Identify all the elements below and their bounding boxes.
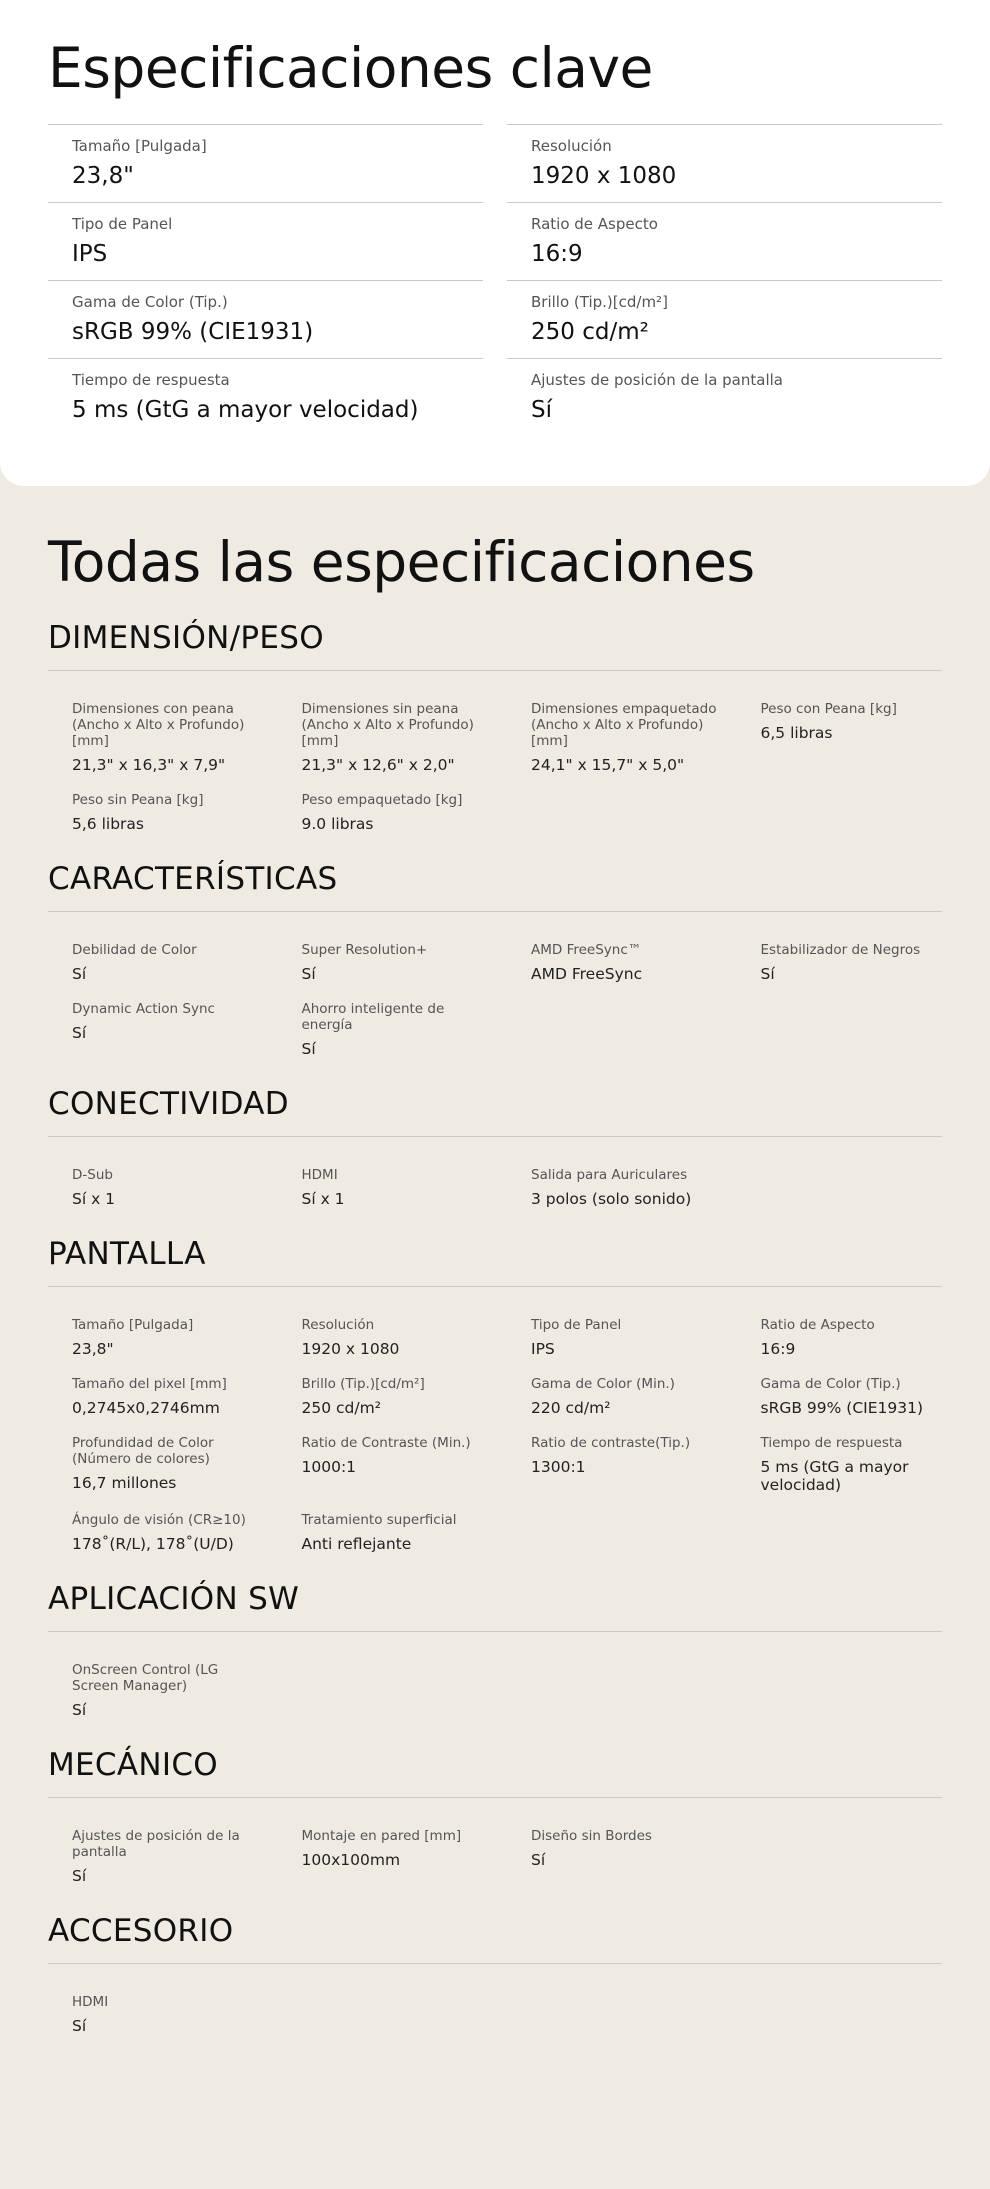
- spec-label: Dynamic Action Sync: [72, 1001, 215, 1017]
- spec-item: [302, 1317, 532, 1358]
- spec-label: Dimensiones sin peana (Ancho x Alto x Profundo) [mm]: [301, 701, 474, 749]
- spec-label: Dimensiones empaquetado (Ancho x Alto x Profundo) [mm]: [531, 701, 717, 749]
- section-title: CARACTERÍSTICAS: [48, 861, 942, 912]
- spec-value: Sí: [301, 965, 316, 983]
- spec-value: 100x100mm: [301, 1851, 401, 1869]
- key-spec-value: sRGB 99% (CIE1931): [72, 319, 314, 345]
- spec-item: [72, 1994, 302, 2035]
- key-spec-item: [507, 358, 942, 436]
- section-title: APLICACIÓN SW: [48, 1581, 942, 1632]
- spec-label: Debilidad de Color: [72, 942, 197, 958]
- spec-label: Ajustes de posición de la pantalla: [72, 1828, 240, 1860]
- spec-value: 1000:1: [301, 1458, 357, 1476]
- section-title: ACCESORIO: [48, 1913, 942, 1964]
- spec-label: Super Resolution+: [301, 942, 428, 958]
- key-spec-item: [48, 358, 483, 436]
- key-specs-card: [0, 0, 990, 486]
- spec-value: Sí: [72, 965, 87, 983]
- key-spec-label: Ratio de Aspecto: [531, 215, 658, 233]
- spec-item: [302, 1828, 532, 1885]
- spec-item: [72, 942, 302, 983]
- spec-item: [302, 1001, 532, 1058]
- spec-value: Sí: [760, 965, 775, 983]
- spec-value: 1920 x 1080: [301, 1340, 400, 1358]
- key-spec-label: Brillo (Tip.)[cd/m²]: [531, 293, 668, 311]
- key-spec-value: 16:9: [531, 241, 583, 267]
- spec-value: 5,6 libras: [72, 815, 144, 833]
- spec-item: [531, 942, 761, 983]
- spec-item: [531, 1435, 761, 1494]
- spec-item: [302, 942, 532, 983]
- spec-value: Sí x 1: [72, 1190, 116, 1208]
- spec-label: Resolución: [301, 1317, 375, 1333]
- spec-section: [48, 1913, 942, 2035]
- spec-value: 0,2745x0,2746mm: [72, 1399, 220, 1417]
- spec-item: [72, 1317, 302, 1358]
- section-title: MECÁNICO: [48, 1747, 942, 1798]
- spec-item: [761, 701, 990, 774]
- spec-value: Sí: [531, 1851, 546, 1869]
- spec-value: 3 polos (solo sonido): [531, 1190, 692, 1208]
- spec-section: [48, 861, 942, 1058]
- key-specs-title: Especificaciones clave: [48, 36, 653, 100]
- spec-item: [761, 1435, 990, 1494]
- section-title: DIMENSIÓN/PESO: [48, 620, 942, 671]
- spec-item: [72, 1167, 302, 1208]
- spec-item: [72, 1435, 302, 1494]
- key-spec-item: [507, 202, 942, 280]
- spec-value: 178˚(R/L), 178˚(U/D): [72, 1535, 234, 1553]
- spec-label: Gama de Color (Tip.): [760, 1376, 901, 1392]
- spec-value: 23,8": [72, 1340, 114, 1358]
- key-spec-value: 1920 x 1080: [531, 163, 677, 189]
- spec-item: [761, 1376, 990, 1417]
- key-spec-label: Tiempo de respuesta: [72, 371, 230, 389]
- spec-value: sRGB 99% (CIE1931): [760, 1399, 924, 1417]
- key-spec-item: [507, 124, 942, 202]
- spec-grid: [48, 1964, 942, 2035]
- key-spec-value: 5 ms (GtG a mayor velocidad): [72, 397, 419, 423]
- spec-label: Salida para Auriculares: [531, 1167, 688, 1183]
- spec-section: [48, 620, 942, 833]
- spec-label: Tamaño [Pulgada]: [72, 1317, 194, 1333]
- spec-item: [531, 1317, 761, 1358]
- spec-label: Dimensiones con peana (Ancho x Alto x Profundo) [mm]: [72, 701, 245, 749]
- spec-value: Sí: [301, 1040, 316, 1058]
- key-spec-value: 250 cd/m²: [531, 319, 649, 345]
- spec-label: Estabilizador de Negros: [760, 942, 921, 958]
- spec-label: OnScreen Control (LG Screen Manager): [72, 1662, 219, 1694]
- spec-section: [48, 1747, 942, 1885]
- spec-label: Gama de Color (Min.): [531, 1376, 675, 1392]
- spec-value: 5 ms (GtG a mayor velocidad): [760, 1458, 909, 1494]
- spec-grid: [48, 912, 942, 1058]
- key-spec-value: IPS: [72, 241, 108, 267]
- spec-value: Sí: [72, 1867, 87, 1885]
- spec-label: HDMI: [72, 1994, 109, 2010]
- key-spec-item: [48, 202, 483, 280]
- key-specs-grid: [48, 124, 942, 436]
- spec-item: [531, 701, 761, 774]
- spec-value: Anti reflejante: [301, 1535, 412, 1553]
- spec-item: [531, 1167, 761, 1208]
- spec-label: Ratio de contraste(Tip.): [531, 1435, 691, 1451]
- spec-item: [302, 792, 532, 833]
- key-spec-label: Resolución: [531, 137, 612, 155]
- spec-item: [72, 1376, 302, 1417]
- key-spec-item: [48, 124, 483, 202]
- spec-value: 6,5 libras: [760, 724, 833, 742]
- spec-grid: [48, 1137, 942, 1208]
- spec-item: [72, 701, 302, 774]
- all-specs-sections: [48, 620, 942, 2063]
- spec-item: [72, 792, 302, 833]
- spec-item: [761, 1317, 990, 1358]
- spec-label: Ratio de Aspecto: [760, 1317, 875, 1333]
- spec-label: Tiempo de respuesta: [760, 1435, 903, 1451]
- spec-label: AMD FreeSync™: [531, 942, 642, 958]
- spec-item: [302, 1376, 532, 1417]
- spec-section: [48, 1086, 942, 1208]
- spec-label: D-Sub: [72, 1167, 113, 1183]
- key-spec-label: Ajustes de posición de la pantalla: [531, 371, 783, 389]
- spec-grid: [48, 1632, 942, 1719]
- spec-label: Diseño sin Bordes: [531, 1828, 652, 1844]
- spec-label: Profundidad de Color (Número de colores): [72, 1435, 214, 1467]
- key-spec-label: Gama de Color (Tip.): [72, 293, 228, 311]
- spec-item: [302, 1512, 532, 1553]
- section-title: PANTALLA: [48, 1236, 942, 1287]
- spec-label: Brillo (Tip.)[cd/m²]: [301, 1376, 425, 1392]
- spec-label: Peso empaquetado [kg]: [301, 792, 463, 808]
- key-spec-item: [48, 280, 483, 358]
- spec-value: IPS: [531, 1340, 555, 1358]
- spec-value: Sí: [72, 2017, 87, 2035]
- spec-value: 220 cd/m²: [531, 1399, 611, 1417]
- spec-grid: [48, 1287, 942, 1553]
- spec-item: [302, 1435, 532, 1494]
- spec-value: 9.0 libras: [301, 815, 374, 833]
- spec-item: [72, 1512, 302, 1553]
- spec-value: 16,7 millones: [72, 1474, 177, 1492]
- key-spec-label: Tamaño [Pulgada]: [72, 137, 207, 155]
- spec-label: Tipo de Panel: [531, 1317, 622, 1333]
- spec-grid: [48, 1798, 942, 1885]
- spec-label: Ahorro inteligente de energía: [301, 1001, 445, 1033]
- key-spec-item: [507, 280, 942, 358]
- spec-value: 21,3" x 16,3" x 7,9": [72, 756, 226, 774]
- spec-grid: [48, 671, 942, 833]
- spec-label: Tratamiento superficial: [301, 1512, 457, 1528]
- spec-item: [531, 1828, 761, 1885]
- spec-label: Ratio de Contraste (Min.): [301, 1435, 471, 1451]
- spec-item: [302, 701, 532, 774]
- key-spec-value: Sí: [531, 397, 552, 423]
- section-title: CONECTIVIDAD: [48, 1086, 942, 1137]
- spec-label: Ángulo de visión (CR≥10): [72, 1512, 246, 1528]
- spec-value: Sí x 1: [301, 1190, 345, 1208]
- spec-item: [531, 1376, 761, 1417]
- spec-label: Peso con Peana [kg]: [760, 701, 897, 717]
- spec-value: 1300:1: [531, 1458, 586, 1476]
- spec-section: [48, 1581, 942, 1719]
- all-specs-title: Todas las especificaciones: [48, 530, 755, 594]
- spec-label: Peso sin Peana [kg]: [72, 792, 204, 808]
- spec-item: [72, 1001, 302, 1058]
- key-spec-value: 23,8": [72, 163, 134, 189]
- key-spec-label: Tipo de Panel: [72, 215, 173, 233]
- spec-section: [48, 1236, 942, 1553]
- spec-label: Montaje en pared [mm]: [301, 1828, 462, 1844]
- spec-item: [302, 1167, 532, 1208]
- spec-item: [72, 1662, 302, 1719]
- spec-value: 250 cd/m²: [301, 1399, 381, 1417]
- spec-value: Sí: [72, 1024, 87, 1042]
- spec-value: AMD FreeSync: [531, 965, 643, 983]
- spec-value: 24,1" x 15,7" x 5,0": [531, 756, 685, 774]
- spec-item: [72, 1828, 302, 1885]
- spec-label: Tamaño del pixel [mm]: [72, 1376, 227, 1392]
- spec-value: 21,3" x 12,6" x 2,0": [301, 756, 455, 774]
- spec-value: Sí: [72, 1701, 87, 1719]
- spec-item: [761, 942, 990, 983]
- spec-label: HDMI: [301, 1167, 338, 1183]
- spec-value: 16:9: [760, 1340, 796, 1358]
